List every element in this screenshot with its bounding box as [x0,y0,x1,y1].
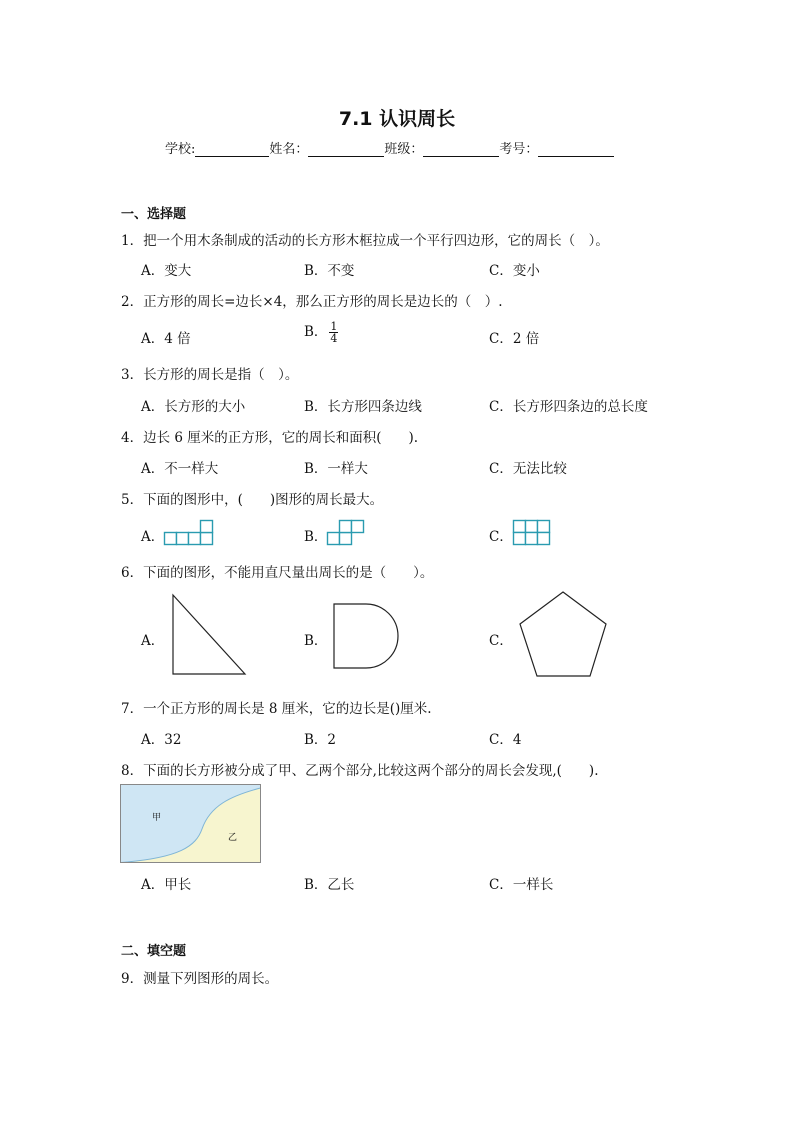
question-2: 2．正方形的周长=边长×4，那么正方形的周长是边长的（ ）. [121,294,503,310]
question-9: 9．测量下列图形的周长。 [121,971,279,987]
q6-figure-c-pentagon [519,591,609,679]
fraction-one-quarter [329,321,338,344]
page-title: 7.1 认识周长 [338,108,456,130]
q2-option-a[interactable]: A．4 倍 [141,331,191,347]
q2-option-c[interactable]: C．2 倍 [489,331,540,347]
q4-option-a[interactable]: A．不一样大 [141,461,219,477]
q8-option-a[interactable]: A．甲长 [141,877,192,893]
question-1: 1．把一个用木条制成的活动的长方形木框拉成一个平行四边形，它的周长（ ）。 [121,233,609,249]
q6-figure-a-right-triangle [172,594,248,676]
q8-label-jia: 甲 [152,813,162,823]
student-info-line [165,138,614,157]
q3-option-a[interactable]: A．长方形的大小 [141,399,246,415]
q6-option-b[interactable]: B． [304,633,328,649]
q3-option-b[interactable]: B．长方形四条边线 [304,399,422,415]
q5-figure-b-squares [327,520,367,546]
school-label: 学校: [165,142,196,157]
section-heading-choice: 一、选择题 [121,207,187,222]
class-label: 班级： [384,142,424,157]
exam-number-blank[interactable] [538,142,614,157]
name-label: 姓名： [269,142,309,157]
question-6: 6．下面的图形，不能用直尺量出周长的是（ ）。 [121,565,434,581]
name-blank[interactable] [308,142,384,157]
q1-option-c[interactable]: C．变小 [489,263,540,279]
question-4: 4．边长 6 厘米的正方形，它的周长和面积( ). [121,430,419,446]
q5-figure-c-squares [513,520,553,546]
q2-option-b-prefix: B． [304,324,328,340]
question-3: 3．长方形的周长是指（ ）。 [121,367,299,383]
q8-option-c[interactable]: C．一样长 [489,877,554,893]
exam-number-label: 考号： [499,142,539,157]
q3-option-c[interactable]: C．长方形四条边的总长度 [489,399,648,415]
section-heading-fill-blank: 二、填空题 [121,944,187,959]
question-5: 5．下面的图形中，( )图形的周长最大。 [121,492,384,508]
q1-option-b[interactable]: B．不变 [304,263,355,279]
q5-option-b[interactable]: B． [304,529,328,545]
q7-option-b[interactable]: B．2 [304,732,337,748]
fraction-denominator: 4 [330,332,338,345]
q7-option-a[interactable]: A．32 [141,732,182,748]
question-7: 7．一个正方形的周长是 8 厘米，它的边长是()厘米. [121,701,432,717]
class-blank[interactable] [423,142,499,157]
q8-figure-divided-rectangle [120,784,262,864]
fraction-numerator: 1 [330,320,338,333]
question-8: 8．下面的长方形被分成了甲、乙两个部分,比较这两个部分的周长会发现,( ). [121,763,599,779]
q1-option-a[interactable]: A．变大 [141,263,192,279]
q6-option-a[interactable]: A． [141,633,165,649]
q8-option-b[interactable]: B．乙长 [304,877,355,893]
q5-figure-a-squares [164,520,214,546]
q6-option-c[interactable]: C． [489,633,513,649]
q5-option-a[interactable]: A． [141,529,165,545]
school-blank[interactable] [195,142,269,157]
q5-option-c[interactable]: C． [489,529,513,545]
q7-option-c[interactable]: C．4 [489,732,522,748]
q4-option-c[interactable]: C．无法比较 [489,461,567,477]
q8-label-yi: 乙 [228,833,238,843]
q2-option-b[interactable] [304,320,338,344]
q4-option-b[interactable]: B．一样大 [304,461,368,477]
q6-figure-b-semicircle-shape [333,603,403,669]
